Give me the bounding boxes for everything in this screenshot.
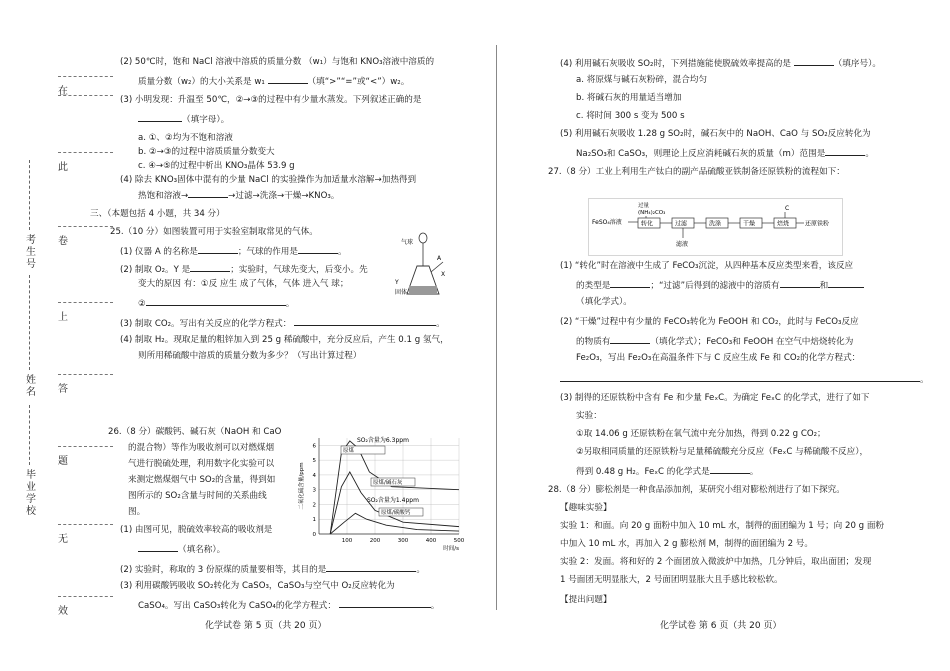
step-label: 过滤 bbox=[675, 220, 688, 228]
q27-2-line3: Fe₂O₃，写出 Fe₂O₃在高温条件下与 C 反应生成 Fe 和 CO₂的化学方程式： bbox=[576, 353, 861, 363]
y-tick-label: 5 bbox=[312, 458, 316, 465]
option-b: b. 将碱石灰的用量适当增加 bbox=[576, 93, 682, 103]
flow-input: FeSO₄溶液 bbox=[592, 219, 622, 226]
q27-stem: 27.（8 分）工业上利用生产钛白的副产品硫酸亚铁制备还原铁粉的流程如下： bbox=[548, 167, 845, 177]
answer-blank[interactable] bbox=[138, 542, 178, 552]
q27-1: (1) “转化”时在溶液中生成了 FeCO₃沉淀，从四种基本反应类型来看，该反应 bbox=[560, 261, 854, 271]
answer-blank[interactable] bbox=[610, 334, 650, 344]
balloon-shape bbox=[419, 233, 427, 243]
exam-number-label: 考生号 bbox=[26, 235, 36, 270]
q24-3-line2: （填字母）。 bbox=[138, 112, 229, 127]
q28-heading-1: 【趣味实验】 bbox=[560, 503, 612, 513]
binding-line bbox=[58, 40, 118, 650]
q26-line3: 气进行脱硫处理，利用数字化实验可以 bbox=[128, 459, 275, 469]
label-a: A bbox=[437, 255, 442, 262]
footer-page-6: 化学试卷 第 6 页（共 20 页） bbox=[660, 621, 782, 631]
q26-stem: 26.（8 分）碳酸钙、碱石灰（NaOH 和 CaO bbox=[108, 427, 282, 437]
binding-mark: 效 bbox=[58, 606, 68, 617]
name-label: 姓名 bbox=[26, 375, 36, 398]
filtrate-label: 滤液 bbox=[676, 241, 689, 248]
solid-layer bbox=[409, 286, 437, 293]
step-label: 干燥 bbox=[743, 220, 756, 228]
footer-page-5: 化学试卷 第 5 页（共 20 页） bbox=[205, 621, 327, 631]
step-label: 焙烧 bbox=[777, 220, 790, 228]
chart-annotation: SO₂含量为6.3ppm bbox=[357, 437, 409, 444]
option-c: c. ④→⑤的过程中析出 KNO₃晶体 53.9 g bbox=[138, 161, 295, 171]
q26-5-line2: Na₂SO₃和 CaSO₃，则理论上反应消耗碱石灰的质量（m）范围是 。 bbox=[576, 146, 874, 161]
binding-mark: 上 bbox=[58, 312, 68, 323]
q25-3: (3) 制取 CO₂。写出有关反应的化学方程式： 。 bbox=[120, 316, 445, 331]
q25-2: (2) 制取 O₂。Y 是 ；实验时，气球先变大，后变小。先 bbox=[120, 262, 368, 277]
y-tick-label: 4 bbox=[312, 472, 316, 479]
series-label: 原煤/碳酸钙 bbox=[381, 510, 411, 516]
gas-apparatus-figure bbox=[395, 232, 457, 306]
process-flow-diagram bbox=[588, 198, 843, 256]
answer-blank[interactable] bbox=[198, 244, 238, 254]
binding-mark: 无 bbox=[58, 534, 68, 545]
q24-2-line: (2) 50℃时，饱和 NaCl 溶液中溶质的质量分数 （w₁）与饱和 KNO₃溶液中溶质的 bbox=[120, 57, 435, 67]
q24-3-line: (3) 小明发现：升温至 50℃，②→③的过程中有少量水蒸发。下列叙述正确的是 bbox=[120, 95, 422, 105]
answer-blank[interactable] bbox=[610, 278, 650, 288]
step-label: 转化 bbox=[641, 220, 654, 228]
series-label: 原煤 bbox=[343, 448, 355, 454]
reagent-c: C bbox=[785, 205, 790, 212]
q25-2-line2: 变大的原因 有：①反 应生 成了气体，气体 进入气 球； bbox=[138, 279, 349, 289]
candidate-info-strip bbox=[20, 160, 50, 520]
q28-exp1: 实验 1：和面。向 20 g 面粉中加入 10 mL 水，制得的面团编为 1 号；向 20 g 面粉 bbox=[560, 521, 885, 531]
option-a: a. ①、②均为不饱和溶液 bbox=[138, 133, 233, 143]
q25-2-line3: ② 。 bbox=[138, 296, 294, 311]
y-tick-label: 6 bbox=[312, 443, 316, 450]
answer-blank[interactable] bbox=[339, 598, 431, 608]
binding-mark: 卷 bbox=[58, 236, 68, 247]
answer-blank[interactable] bbox=[298, 244, 338, 254]
q26-line2: 的混合物）等作为吸收剂可以对燃煤烟 bbox=[128, 443, 275, 453]
q25-4-line2: 则所用稀硫酸中溶质的质量分数为多少？（写出计算过程） bbox=[138, 351, 362, 361]
q26-1-line2: （填名称）。 bbox=[138, 542, 225, 557]
q27-3-line2: 实验： bbox=[576, 411, 602, 421]
y-tick-label: 2 bbox=[312, 502, 316, 509]
answer-blank[interactable] bbox=[710, 464, 750, 474]
q26-line4: 来测定燃煤烟气中 SO₂的含量，得到如 bbox=[128, 475, 276, 485]
option-b: b. ②→③的过程中溶质质量分数变大 bbox=[138, 147, 275, 157]
option-a: a. 将原煤与碱石灰粉碎，混合均匀 bbox=[576, 75, 708, 85]
x-tick-label: 500 bbox=[453, 538, 465, 544]
q27-3: (3) 制得的还原铁粉中含有 Fe 和少量 FeₓC。为确定 FeₓC 的化学式，进行了如下 bbox=[560, 393, 870, 403]
series-line bbox=[330, 513, 459, 534]
binding-mark: 此 bbox=[58, 162, 68, 173]
q28-exp1-line2: 中加入 10 mL 水，再加入 2 g 膨松剂 M，制得的面团编为 2 号。 bbox=[560, 539, 813, 549]
answer-blank[interactable] bbox=[138, 112, 182, 122]
series-line bbox=[330, 441, 459, 534]
q25-4: (4) 制取 H₂。现取足量的粗锌加入到 25 g 稀硫酸中，充分反应后，产生 0.1 g 氢气， bbox=[120, 335, 449, 345]
q24-4-line2: 热饱和溶液→ →过滤→洗涤→干燥→KNO₃。 bbox=[138, 188, 339, 203]
q24-2-line2: 质量分数（w₂）的大小关系是 w₁ （填“>”“=”或“<”）w₂。 bbox=[138, 74, 409, 89]
q27-3-step1: ①取 14.06 g 还原铁粉在氧气流中充分加热，得到 0.22 g CO₂； bbox=[576, 429, 826, 439]
answer-blank[interactable] bbox=[188, 188, 228, 198]
so2-chart bbox=[297, 430, 463, 552]
y-tick-label: 1 bbox=[312, 517, 316, 524]
binding-mark: 在 bbox=[58, 86, 68, 97]
reagent-formula: (NH₄)₂CO₃ bbox=[638, 210, 666, 216]
answer-blank[interactable] bbox=[190, 262, 230, 272]
q26-line5: 图所示的 SO₂含量与时间的关系曲线 bbox=[128, 491, 267, 501]
q27-2-line2: 的物质有 （填化学式）；FeCO₃和 FeOOH 在空气中焙烧转化为 bbox=[576, 334, 853, 349]
x-tick-label: 400 bbox=[425, 538, 437, 544]
balloon-label: 气球 bbox=[401, 239, 414, 246]
binding-mark: 答 bbox=[58, 384, 68, 395]
answer-blank[interactable] bbox=[560, 372, 920, 382]
y-tick-label: 3 bbox=[312, 487, 316, 494]
q26-3-line2: CaSO₄。写出 CaSO₃转化为 CaSO₄的化学方程式： 。 bbox=[138, 598, 439, 613]
step-label: 洗涤 bbox=[709, 220, 722, 228]
q27-2-line4: 。 bbox=[560, 372, 929, 387]
q25-1: (1) 仪器 A 的名称是 ；气球的作用是 。 bbox=[120, 244, 347, 259]
q27-3-step2: ②另取相同质量的还原铁粉与足量稀硫酸充分反应（FeₓC 与稀硫酸不反应）， bbox=[576, 447, 869, 457]
x-axis-label: 时间/s bbox=[443, 546, 459, 552]
school-label: 毕业学校 bbox=[26, 470, 36, 517]
q28-exp2-line2: 1 号面团无明显胀大，2 号面团明显胀大且手感比较松软。 bbox=[560, 575, 783, 585]
y-tick-label: 0 bbox=[312, 532, 316, 538]
x-tick-label: 200 bbox=[369, 538, 381, 544]
answer-blank[interactable] bbox=[294, 316, 436, 326]
answer-blank[interactable] bbox=[146, 296, 286, 306]
q24-4-line: (4) 除去 KNO₃固体中混有的少量 NaCl 的实验操作为加适量水溶解→加热得到 bbox=[120, 175, 417, 185]
solid-label: 固体 bbox=[395, 289, 408, 296]
q27-1-line2: 的类型是 ；“过滤”后得到的滤液中的溶质有 和 bbox=[576, 278, 864, 293]
chart-annotation: SO₂含量为1.4ppm bbox=[367, 497, 419, 504]
q28-exp2: 实验 2：发面。将和好的 2 个面团放入微波炉中加热，几分钟后，取出面团；发现 bbox=[560, 557, 872, 567]
answer-blank[interactable] bbox=[828, 278, 864, 288]
q28-heading-2: 【提出问题】 bbox=[560, 595, 612, 605]
q26-5: (5) 利用碱石灰吸收 1.28 g SO₂时，碱石灰中的 NaOH、CaO 与 SO₂反应转化为 bbox=[560, 129, 871, 139]
q27-2: (2) “干燥”过程中有少量的 FeCO₃转化为 FeOOH 和 CO₂，此时与 FeCO₃反应 bbox=[560, 317, 859, 327]
answer-blank[interactable] bbox=[825, 146, 865, 156]
binding-mark: 题 bbox=[58, 456, 68, 467]
reagent-label: 过量 bbox=[638, 203, 650, 209]
section-3-heading: 三、（本题包括 4 小题，共 34 分） bbox=[90, 209, 225, 219]
series-label: 原煤/碱石灰 bbox=[373, 480, 403, 486]
flow-output: 还原铁粉 bbox=[805, 220, 830, 228]
q27-3-step3: 得到 0.48 g H₂。FeₓC 的化学式是 。 bbox=[576, 464, 758, 479]
answer-blank[interactable] bbox=[794, 56, 834, 66]
y-axis-label: 二氧化硫含量/ppm bbox=[299, 462, 305, 510]
answer-blank[interactable] bbox=[780, 278, 820, 288]
label-x: X bbox=[441, 271, 446, 278]
q28-stem: 28.（8 分）膨松剂是一种食品添加剂，某研究小组对膨松剂进行了如下探究。 bbox=[548, 485, 845, 495]
q27-1-line3: （填化学式）。 bbox=[576, 297, 632, 307]
q25-stem: 25.（10 分）如图装置可用于实验室制取常见的气体。 bbox=[110, 227, 318, 237]
q26-line6: 图。 bbox=[128, 507, 146, 517]
q26-2: (2) 实验时，称取的 3 份原煤的质量要相等，其目的是 。 bbox=[120, 562, 425, 577]
label-y: Y bbox=[395, 279, 399, 286]
q26-1: (1) 由图可见，脱硫效率较高的吸收剂是 bbox=[120, 525, 273, 535]
q26-4: (4) 利用碱石灰吸收 SO₂时，下列措施能使脱硫效率提高的是 （填序号）。 bbox=[560, 56, 881, 71]
answer-blank[interactable] bbox=[326, 562, 416, 572]
q26-3: (3) 利用碳酸钙吸收 SO₂转化为 CaSO₃，CaSO₃与空气中 O₂反应转化为 bbox=[120, 581, 395, 591]
option-c: c. 将时间 300 s 变为 500 s bbox=[576, 111, 685, 121]
x-tick-label: 300 bbox=[397, 538, 409, 544]
page-divider bbox=[496, 45, 497, 610]
answer-blank[interactable] bbox=[268, 74, 308, 84]
x-tick-label: 100 bbox=[341, 538, 353, 544]
